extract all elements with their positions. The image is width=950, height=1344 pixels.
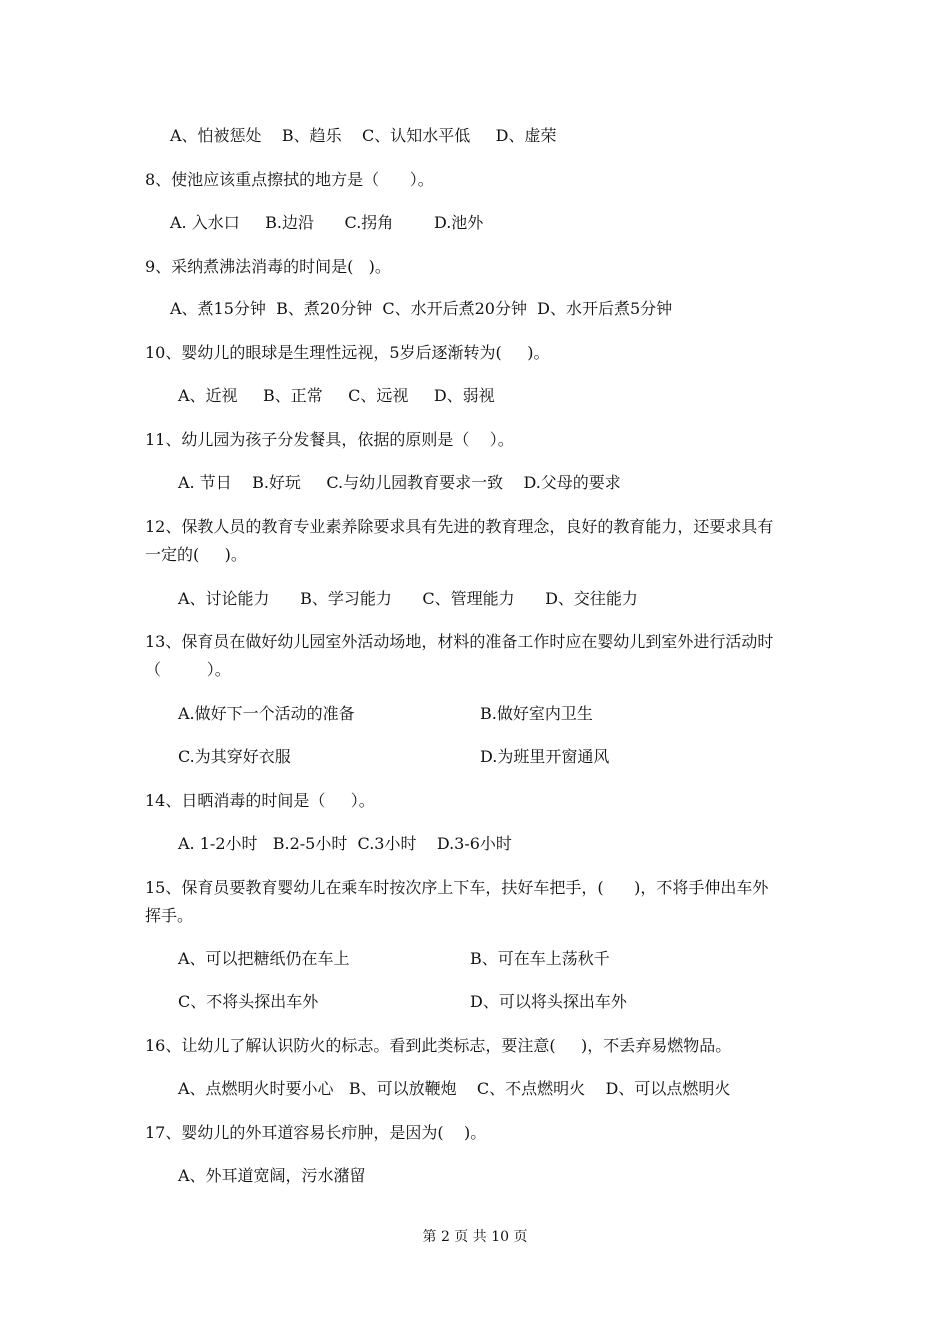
page-footer: 第 2 页 共 10 页: [422, 1229, 528, 1245]
q15-question-line1: 15、保育员要教育婴幼儿在乘车时按次序上下车，扶好车把手，( )，不将手伸出车外: [145, 878, 769, 897]
q12-question-line2: 一定的( )。: [145, 545, 247, 564]
q9-question: 9、采纳煮沸法消毒的时间是( )。: [145, 257, 391, 276]
q8-question: 8、使池应该重点擦拭的地方是（ ）。: [145, 170, 434, 189]
q16-options: A、点燃明火时要小心 B、可以放鞭炮 C、不点燃明火 D、可以点燃明火: [178, 1079, 731, 1098]
q15-option-c: C、不将头探出车外: [178, 992, 319, 1011]
q13-option-c: C.为其穿好衣服: [178, 747, 291, 766]
q7-options: A、怕被惩处 B、趋乐 C、认知水平低 D、虚荣: [170, 126, 557, 145]
q11-options: A. 节日 B.好玩 C.与幼儿园教育要求一致 D.父母的要求: [178, 473, 621, 492]
q8-options: A. 入水口 B.边沿 C.拐角 D.池外: [170, 213, 484, 232]
q13-option-d: D.为班里开窗通风: [480, 747, 610, 766]
q13-option-a: A.做好下一个活动的准备: [178, 704, 355, 723]
q13-question-line2: （ ）。: [145, 660, 231, 679]
q15-question-line2: 挥手。: [145, 906, 194, 925]
q13-question-line1: 13、保育员在做好幼儿园室外活动场地，材料的准备工作时应在婴幼儿到室外进行活动时: [145, 632, 774, 651]
q17-option-a: A、外耳道宽阔，污水潴留: [178, 1166, 366, 1185]
q12-options: A、讨论能力 B、学习能力 C、管理能力 D、交往能力: [178, 589, 638, 608]
q11-question: 11、幼儿园为孩子分发餐具，依据的原则是（ ）。: [145, 430, 514, 449]
q16-question: 16、让幼儿了解认识防火的标志。看到此类标志，要注意( )，不丢弃易燃物品。: [145, 1036, 732, 1055]
q15-option-a: A、可以把糖纸仍在车上: [178, 949, 350, 968]
q14-options: A. 1-2小时 B.2-5小时 C.3小时 D.3-6小时: [178, 834, 512, 853]
q15-option-d: D、可以将头探出车外: [470, 992, 627, 1011]
q10-options: A、近视 B、正常 C、远视 D、弱视: [178, 386, 495, 405]
q15-option-b: B、可在车上荡秋千: [470, 949, 610, 968]
q9-options: A、煮15分钟 B、煮20分钟 C、水开后煮20分钟 D、水开后煮5分钟: [170, 299, 673, 318]
q14-question: 14、日晒消毒的时间是（ ）。: [145, 791, 375, 810]
q12-question-line1: 12、保教人员的教育专业素养除要求具有先进的教育理念，良好的教育能力，还要求具有: [145, 517, 774, 536]
q17-question: 17、婴幼儿的外耳道容易长疖肿，是因为( )。: [145, 1123, 487, 1142]
q10-question: 10、婴幼儿的眼球是生理性远视，5岁后逐渐转为( )。: [145, 343, 550, 362]
q13-option-b: B.做好室内卫生: [480, 704, 593, 723]
